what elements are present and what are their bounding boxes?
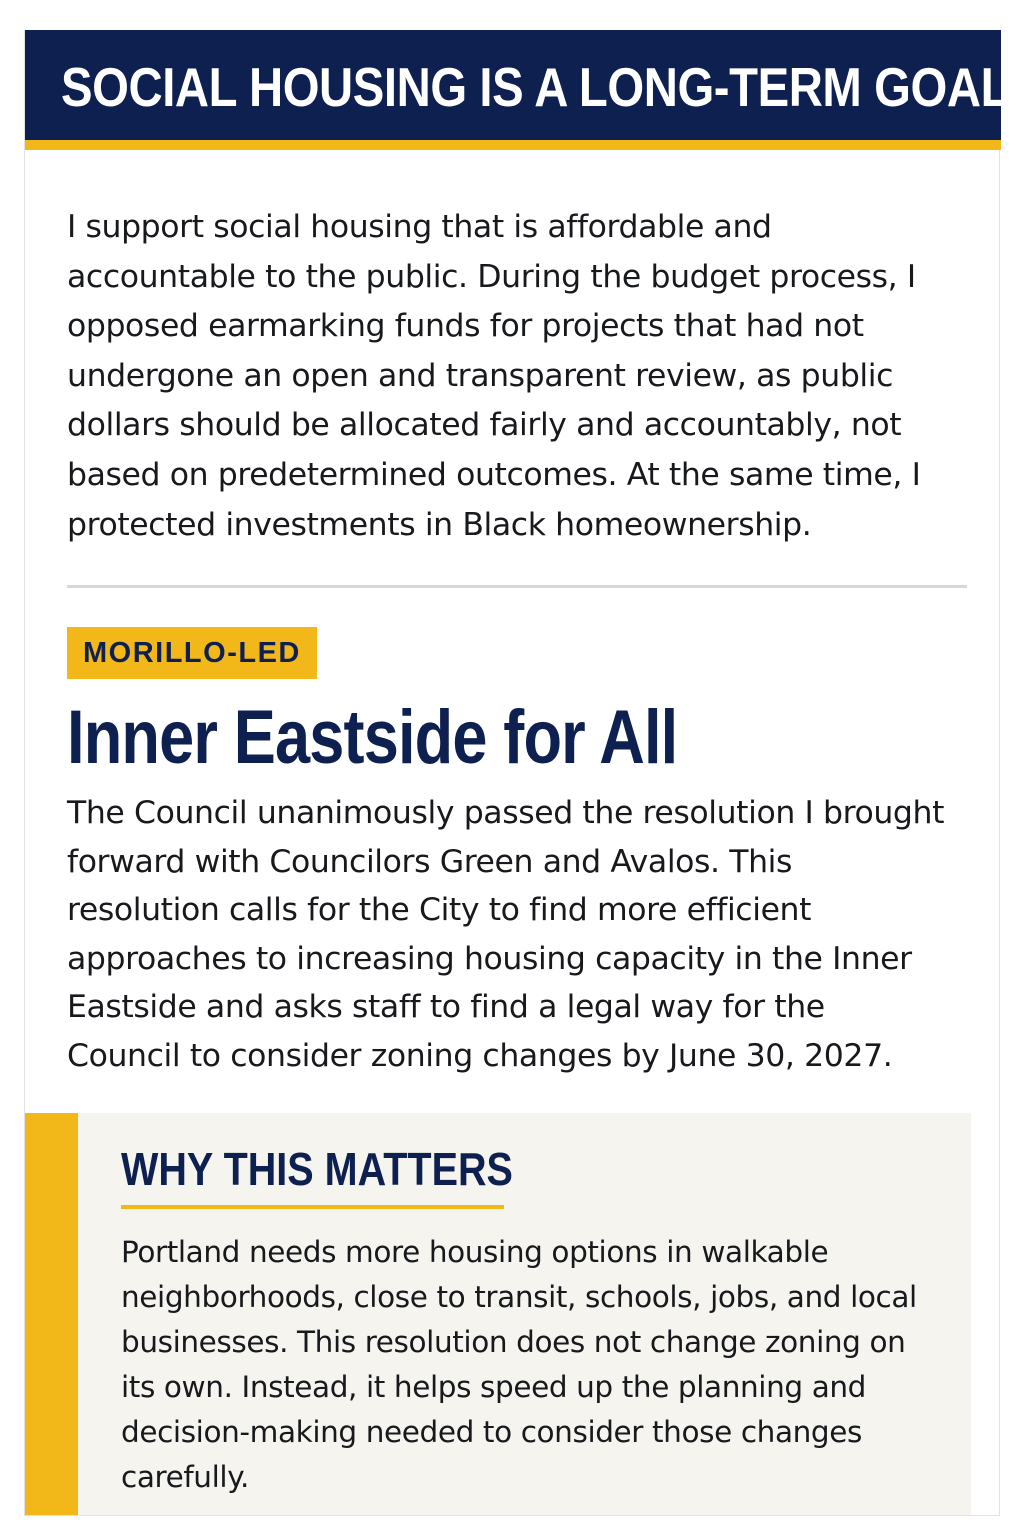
intro-paragraph: I support social housing that is affordable and accountable to the public. During the budget process, I opposed earmarking funds for projects that had not undergone an open and transparent review, as public dollars should be allocated fairly and accountably, not based on predetermined outcomes. At the same time, I protected investments in Black homeownership. (67, 209, 921, 543)
section-title: Inner Eastside for All (67, 695, 678, 780)
section-divider (67, 585, 967, 588)
callout-body: Portland needs more housing options in walkable neighborhoods, close to transit, schools, jobs, and local businesses. This resolution does not change zoning on its own. Instead, it helps speed up the planning and decision-making needed to consider those changes carefully. (121, 1235, 917, 1494)
callout-title-underline (121, 1205, 504, 1209)
header-title: SOCIAL HOUSING IS A LONG-TERM GOAL (61, 56, 1010, 118)
morillo-led-tag: MORILLO-LED (67, 627, 317, 679)
header-banner (25, 30, 1010, 150)
policy-card (24, 30, 1010, 1516)
callout-title: WHY THIS MATTERS (121, 1143, 513, 1195)
section-body: The Council unanimously passed the resolution I brought forward with Councilors Green and Avalos. This resolution calls for the City to find more efficient approaches to increasing housing capacity in the Inner Eastside and asks staff to find a legal way for the Council to consider zoning changes by June 30, 2027. (67, 795, 945, 1074)
why-this-matters-callout (25, 1113, 971, 1515)
callout-accent-bar (25, 1113, 78, 1515)
